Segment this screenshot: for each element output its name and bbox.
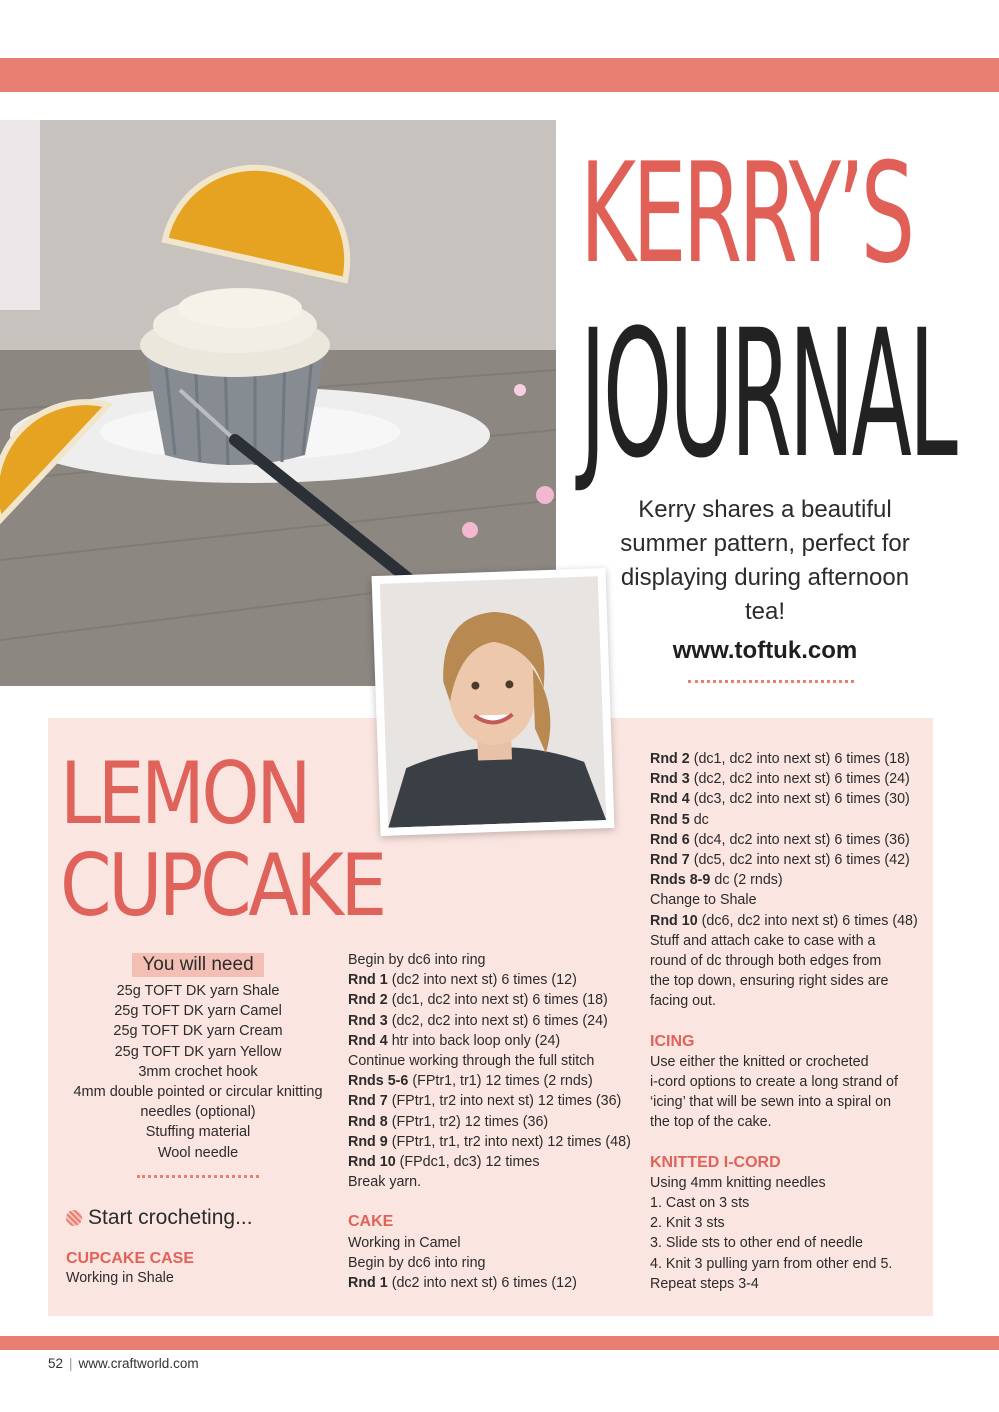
designer-portrait	[372, 568, 615, 836]
instruction-line	[650, 749, 930, 769]
cake-rounds-part2	[650, 749, 930, 1012]
round-text: (dc1, dc2 into next st) 6 times (18)	[689, 751, 910, 767]
icing-heading: ICING	[650, 1032, 695, 1050]
cake-heading: CAKE	[348, 1213, 394, 1231]
round-text: round of dc through both edges from	[650, 953, 882, 970]
start-heading-text: Start crocheting...	[88, 1206, 253, 1229]
pattern-title	[60, 744, 384, 936]
round-text: (FPtr1, tr1, tr2 into next) 12 times (48)	[387, 1133, 631, 1150]
cake-rounds-part1	[348, 1233, 638, 1294]
round-label: Rnd 7	[348, 1093, 388, 1110]
materials-heading: You will need	[132, 953, 263, 977]
round-text: Break yarn.	[348, 1174, 422, 1191]
instruction-line	[650, 769, 930, 789]
instruction-line	[650, 931, 930, 951]
journal-title-line2: JOURNAL	[580, 292, 955, 497]
round-text: Continue working through the full stitch	[348, 1053, 595, 1070]
instruction-line	[348, 1253, 638, 1273]
intro-text: Kerry shares a beautiful summer pattern, perfect for displaying during afternoon tea!	[620, 496, 910, 625]
instruction-line	[348, 1233, 638, 1253]
instructions-column-2	[348, 950, 638, 1293]
instructions-column-3	[650, 749, 930, 1294]
footer-site[interactable]: www.craftworld.com	[78, 1356, 199, 1371]
dotted-divider	[688, 680, 854, 683]
round-label: Rnd 1	[348, 1275, 388, 1292]
round-label: Rnd 4	[348, 1032, 388, 1049]
instruction-line	[348, 1031, 638, 1051]
instruction-line	[650, 951, 930, 971]
instruction-line	[348, 1071, 638, 1091]
knitted-icord-heading: KNITTED I-CORD	[650, 1153, 781, 1171]
round-label: Rnd 3	[348, 1012, 388, 1029]
instruction-line	[650, 850, 930, 870]
instruction-line	[650, 870, 930, 890]
instruction-line	[348, 1011, 638, 1031]
round-text: Begin by dc6 into ring	[348, 952, 486, 968]
round-label: Rnd 8	[348, 1113, 388, 1130]
materials-item: 25g TOFT DK yarn Yellow	[114, 1043, 282, 1060]
footer-separator: |	[69, 1356, 73, 1371]
pattern-title-line1: LEMON	[60, 744, 309, 844]
instruction-line	[348, 1273, 638, 1293]
round-label: Rnd 7	[650, 852, 690, 869]
round-text: (dc2, dc2 into next st) 6 times (24)	[689, 771, 910, 788]
instruction-line	[650, 830, 930, 850]
knitted-icord-steps	[650, 1173, 930, 1294]
round-label: Rnds 5-6	[348, 1073, 409, 1090]
bottom-accent-bar	[0, 1336, 999, 1350]
round-label: Rnd 9	[348, 1133, 388, 1150]
materials-item: 25g TOFT DK yarn Shale	[116, 983, 280, 999]
instruction-line	[650, 810, 930, 830]
materials-item: Wool needle	[157, 1144, 239, 1161]
materials-box	[66, 953, 330, 1163]
instruction-line	[348, 970, 638, 990]
pattern-title-line2: CUPCAKE	[60, 836, 384, 936]
round-label: Rnd 2	[650, 751, 690, 767]
round-text: (dc2, dc2 into next st) 6 times (24)	[387, 1012, 608, 1029]
round-text: dc (2 rnds)	[710, 872, 783, 889]
round-label: Rnd 2	[348, 992, 388, 1009]
round-text: (dc6, dc2 into next st) 6 times (48)	[697, 912, 918, 929]
round-text: dc	[689, 811, 709, 828]
dotted-divider	[137, 1175, 259, 1178]
start-heading	[66, 1206, 253, 1230]
round-text: htr into back loop only (24)	[387, 1032, 561, 1049]
round-text: (FPtr1, tr1) 12 times (2 rnds)	[408, 1073, 593, 1090]
instruction-line: 4. Knit 3 pulling yarn from other end 5.	[650, 1255, 893, 1272]
instruction-line	[650, 971, 930, 991]
round-label: Rnd 4	[650, 791, 690, 808]
instruction-line: 3. Slide sts to other end of needle	[650, 1235, 864, 1252]
instruction-line: Using 4mm knitting needles	[650, 1174, 826, 1191]
instruction-line	[650, 789, 930, 809]
instruction-line	[348, 1172, 638, 1192]
round-label: Rnd 5	[650, 811, 690, 828]
instruction-line	[650, 991, 930, 1011]
yarn-ball-icon	[66, 1210, 82, 1226]
website-link[interactable]: www.toftuk.com	[672, 637, 858, 664]
round-text: Change to Shale	[650, 892, 757, 909]
round-text: (dc2 into next st) 6 times (12)	[387, 972, 577, 989]
top-accent-bar	[0, 58, 999, 92]
round-text: (dc1, dc2 into next st) 6 times (18)	[387, 992, 608, 1009]
page-number: 52	[48, 1356, 64, 1371]
round-label: Rnd 10	[650, 912, 698, 929]
cupcake-case-rounds	[348, 950, 638, 1192]
round-label: Rnd 1	[348, 972, 388, 989]
instruction-line	[348, 1051, 638, 1071]
materials-item: Stuffing material	[145, 1124, 251, 1141]
icing-text	[650, 1052, 930, 1133]
instruction-line	[650, 911, 930, 931]
instruction-line: Repeat steps 3-4	[650, 1275, 759, 1292]
page-footer	[48, 1356, 199, 1371]
round-text: (dc3, dc2 into next st) 6 times (30)	[689, 791, 910, 808]
round-text: (FPtr1, tr2) 12 times (36)	[387, 1113, 549, 1130]
cupcake-case-section	[66, 1250, 336, 1288]
round-label: Rnd 10	[348, 1154, 396, 1171]
materials-list	[66, 981, 330, 1163]
instruction-line	[348, 1112, 638, 1132]
round-text: Stuff and attach cake to case with a	[650, 932, 876, 949]
instruction-line: ‘icing’ that will be sewn into a spiral on	[650, 1094, 892, 1111]
instruction-line: Use either the knitted or crocheted	[650, 1053, 869, 1070]
instruction-line	[348, 1091, 638, 1111]
cupcake-case-intro: Working in Shale	[66, 1270, 174, 1286]
journal-title-line1: KERRY’S	[580, 133, 912, 294]
round-label: Rnd 3	[650, 771, 690, 788]
round-label: Rnds 8-9	[650, 872, 711, 889]
round-text: (FPdc1, dc3) 12 times	[395, 1154, 540, 1171]
instruction-line: 2. Knit 3 sts	[650, 1215, 725, 1232]
materials-item: 25g TOFT DK yarn Cream	[113, 1023, 283, 1040]
round-text: Working in Camel	[348, 1234, 461, 1251]
instruction-line	[348, 1132, 638, 1152]
instruction-line: 1. Cast on 3 sts	[650, 1195, 750, 1212]
round-label: Rnd 6	[650, 831, 690, 848]
round-text: facing out.	[650, 993, 716, 1010]
round-text: (dc2 into next st) 6 times (12)	[387, 1275, 577, 1292]
round-text: (dc4, dc2 into next st) 6 times (36)	[689, 831, 910, 848]
round-text: (FPtr1, tr2 into next st) 12 times (36)	[387, 1093, 622, 1110]
materials-item: 3mm crochet hook	[138, 1063, 258, 1080]
instruction-line	[650, 890, 930, 910]
instruction-line	[348, 950, 638, 970]
round-text: Begin by dc6 into ring	[348, 1254, 486, 1271]
instruction-line: the top of the cake.	[650, 1114, 772, 1131]
materials-item: 25g TOFT DK yarn Camel	[114, 1003, 282, 1020]
round-text: (dc5, dc2 into next st) 6 times (42)	[689, 852, 910, 869]
instruction-line	[348, 1152, 638, 1172]
round-text: the top down, ensuring right sides are	[650, 973, 889, 990]
instruction-line	[348, 990, 638, 1010]
cupcake-case-heading: CUPCAKE CASE	[66, 1250, 195, 1267]
materials-item: 4mm double pointed or circular knitting needles (optional)	[73, 1084, 323, 1121]
instruction-line: i-cord options to create a long strand of	[650, 1074, 898, 1091]
